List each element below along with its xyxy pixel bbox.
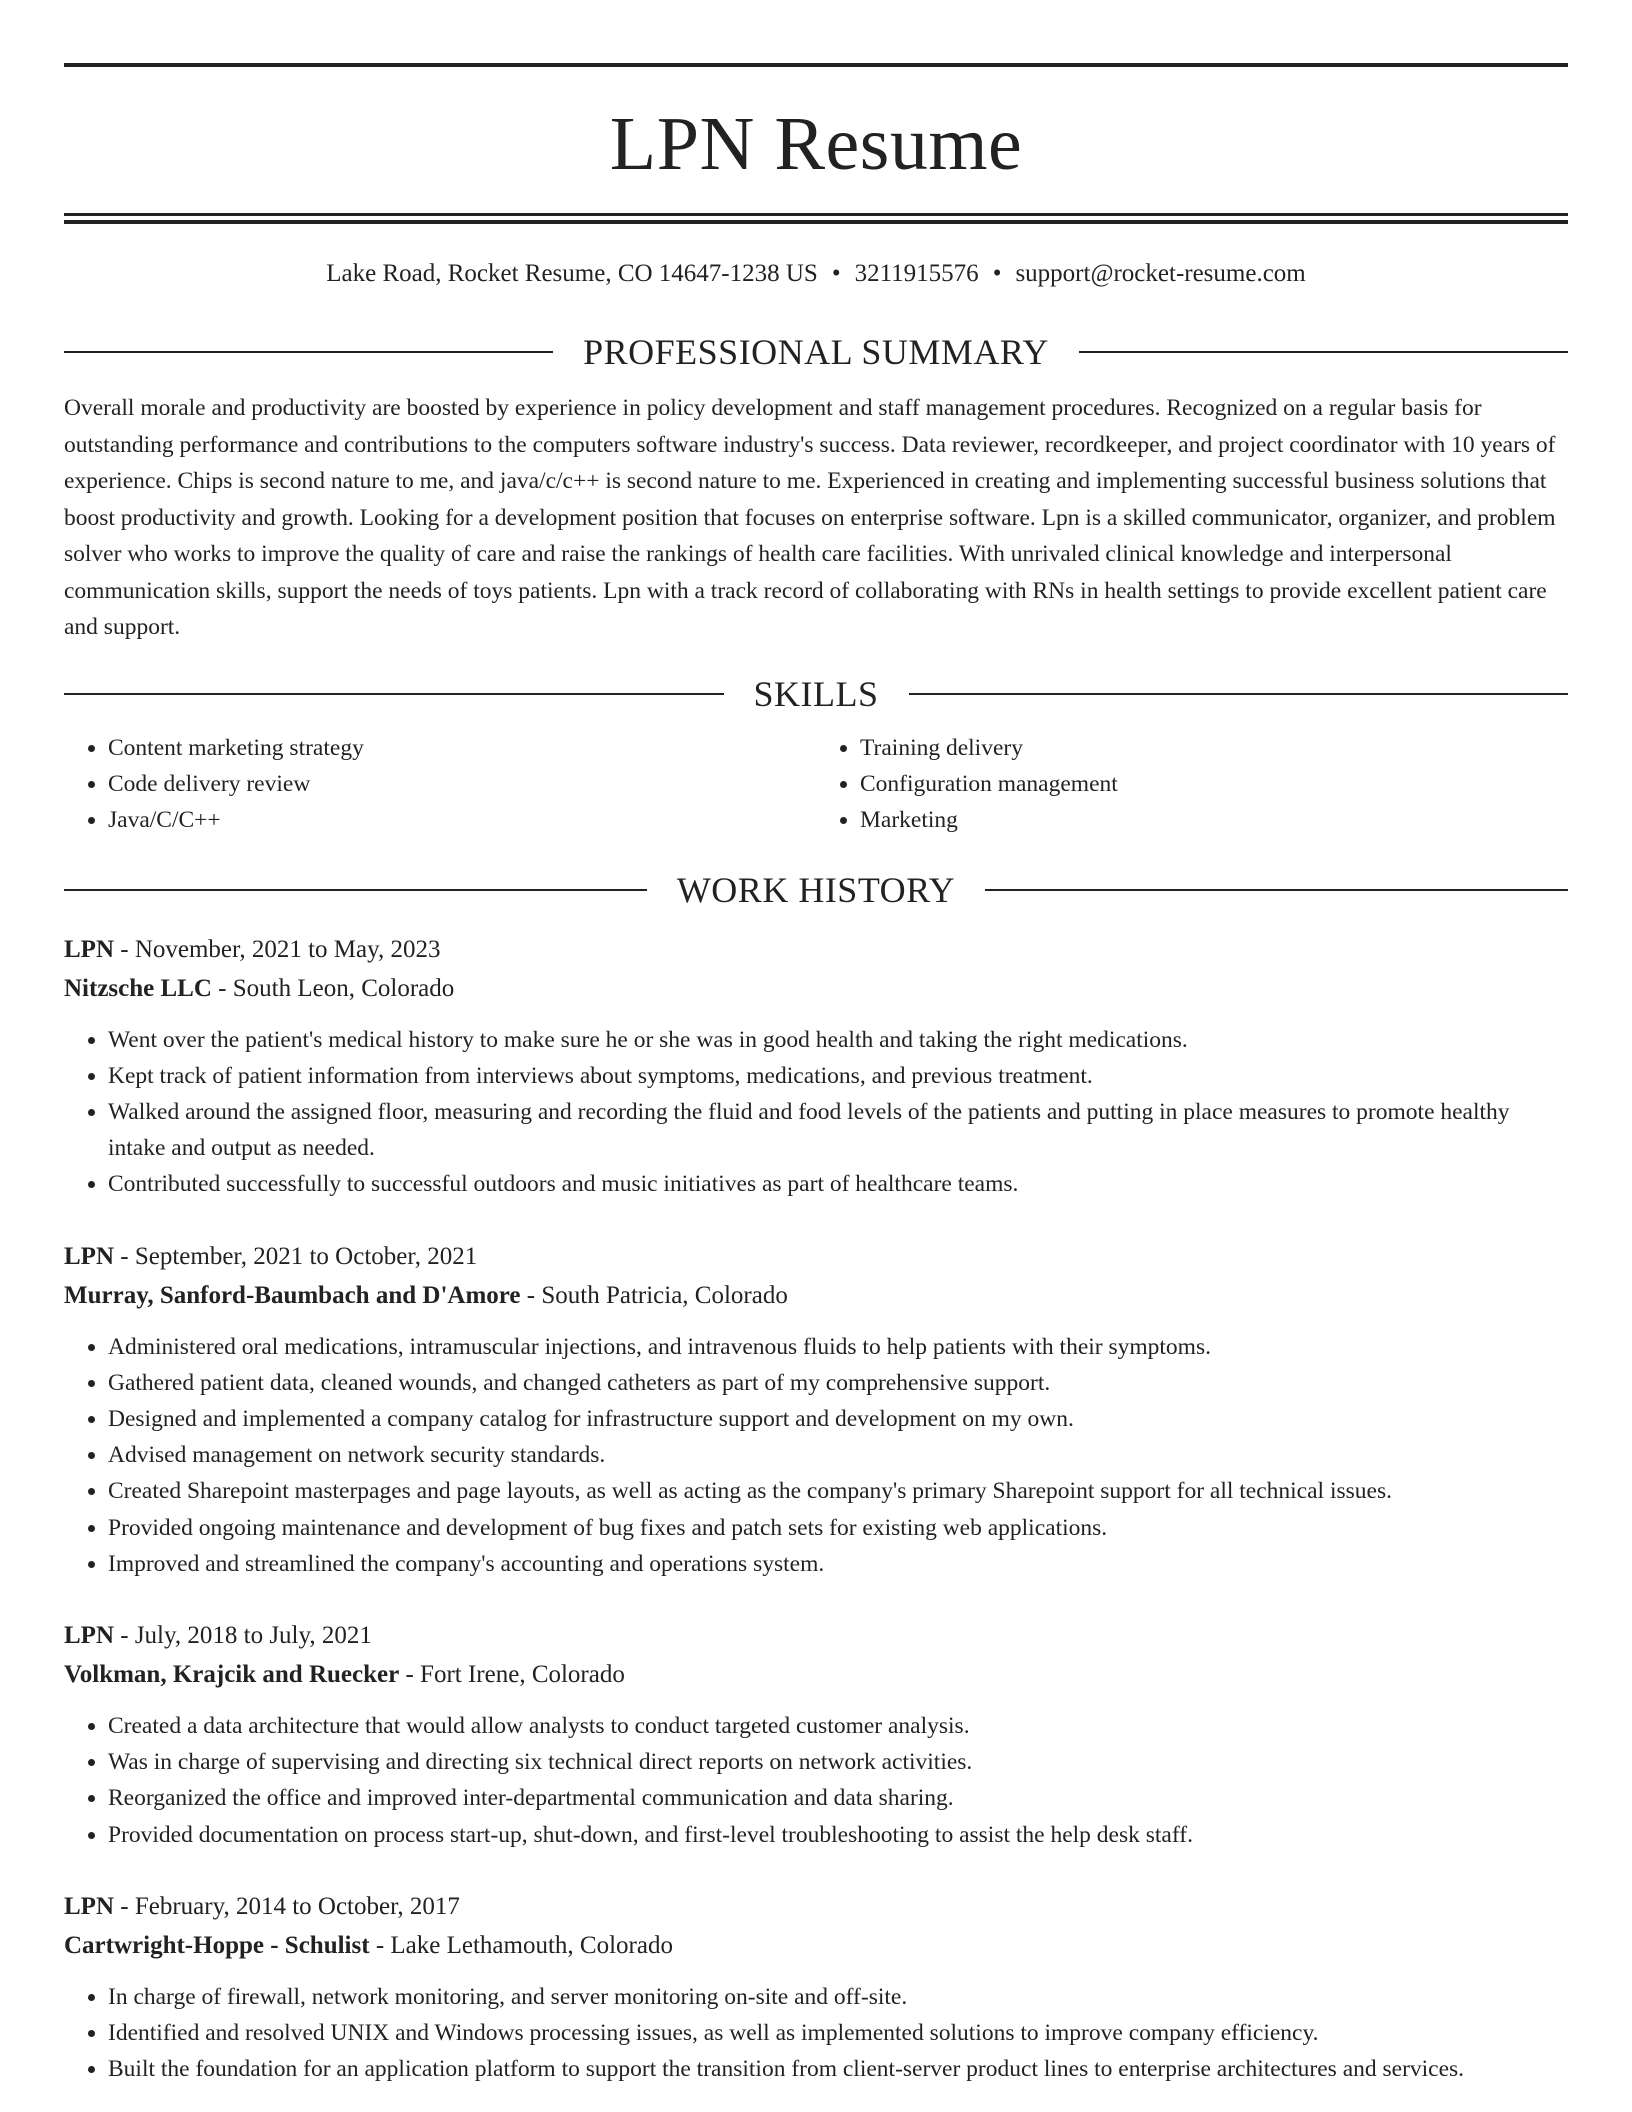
dash-separator: - [114,1892,135,1920]
heading-rule-right [909,693,1569,695]
dash-separator: - [114,1242,135,1270]
duty-item: • Created Sharepoint masterpages and page layouts, as well as acting as the company's primary Sharepoint support for all technical issues. [108,1473,1568,1509]
contact-line [64,258,1568,290]
skill-item: • Content marketing strategy [108,730,816,766]
job-location: Fort Irene, Colorado [420,1660,625,1688]
job-title-line [64,1616,1568,1655]
summary-heading: PROFESSIONAL SUMMARY [583,332,1049,372]
job-company-line [64,969,1568,1008]
dash-separator: - [369,1931,391,1959]
duty-item: • Walked around the assigned floor, measuring and recording the fluid and food levels of the patients and putting in place measures to promote healthy intake and output as needed. [108,1094,1568,1166]
job-duties-list [64,1022,1568,1203]
work-heading: WORK HISTORY [676,869,956,910]
dash-separator: - [399,1660,421,1688]
job-dates: September, 2021 to October, 2021 [134,1242,478,1270]
duty-item: • Gathered patient data, cleaned wounds, and changed catheters as part of my comprehensive support. [108,1365,1568,1401]
job-company-line [64,1655,1568,1694]
job-company: Cartwright-Hoppe - Schulist [64,1931,370,1959]
duty-item: • Provided documentation on process start-up, shut-down, and first-level troubleshooting to assist the help desk staff. [108,1817,1568,1853]
summary-section-heading [64,330,1568,374]
duty-item: • Provided ongoing maintenance and development of bug fixes and patch sets for existing web applications. [108,1510,1568,1546]
job-dates: February, 2014 to October, 2017 [134,1892,460,1920]
dash-separator: - [114,935,135,963]
job-title-line [64,1887,1568,1926]
job-duties-list [64,1329,1568,1582]
skill-item: • Code delivery review [108,766,816,802]
job-company: Murray, Sanford-Baumbach and D'Amore [64,1281,521,1309]
job-location: South Patricia, Colorado [541,1281,788,1309]
contact-phone: 3211915576 [854,260,979,287]
job-duties-list [64,1708,1568,1853]
duty-item: • Designed and implemented a company catalog for infrastructure support and development on my own. [108,1401,1568,1437]
job-entry [64,930,1568,1203]
job-entry [64,1887,1568,2088]
dash-separator: - [114,1621,135,1649]
heading-rule-left [64,889,647,891]
duty-item: • Was in charge of supervising and directing six technical direct reports on network activities. [108,1744,1568,1780]
job-duties-list [64,1979,1568,2088]
heading-rule-right [985,889,1568,891]
job-company-line [64,1276,1568,1315]
summary-paragraph: Overall morale and productivity are boosted by experience in policy development and staff management procedures. Recognized on a regular basis for outstanding performance and contributions to the computers software industry's success. Data reviewer, recordkeeper, and project coordinator with 10 years of experience. Chips is second nature to me, and java/c/c++ is second nature to me. Experienced in creating and implementing successful business solutions that boost productivity and growth. Looking for a development position that focuses on enterprise software. Lpn is a skilled communicator, organizer, and problem solver who works to improve the quality of care and raise the rankings of health care facilities. With unrivaled clinical knowledge and interpersonal communication skills, support the needs of toys patients. Lpn with a track record of collaborating with RNs in health settings to provide excellent patient care and support. [64,395,1556,640]
page-title: LPN Resume [609,102,1023,186]
heading-rule-left [64,693,724,695]
duty-item: • Advised management on network security standards. [108,1437,1568,1473]
job-title-line [64,930,1568,969]
duty-item: • Kept track of patient information from interviews about symptoms, medications, and previous treatment. [108,1058,1568,1094]
contact-email: support@rocket-resume.com [1015,260,1306,287]
job-company: Volkman, Krajcik and Ruecker [64,1660,400,1688]
top-rule [64,63,1568,67]
title-double-rule [64,213,1568,224]
skills-heading: SKILLS [753,673,879,714]
job-title: LPN [64,1242,114,1270]
duty-item: • Built the foundation for an application platform to support the transition from client-server product lines to enterprise architectures and services. [108,2051,1568,2087]
job-title: LPN [64,1892,114,1920]
job-dates: November, 2021 to May, 2023 [134,935,441,963]
job-company-line [64,1926,1568,1965]
heading-rule-right [1079,351,1568,353]
skills-column-right [816,730,1568,838]
contact-address: Lake Road, Rocket Resume, CO 14647-1238 US [326,260,818,287]
contact-separator: • [992,260,1002,287]
skills-column-left [64,730,816,838]
duty-item: • In charge of firewall, network monitoring, and server monitoring on-site and off-site. [108,1979,1568,2015]
job-entry [64,1237,1568,1582]
job-company: Nitzsche LLC [64,974,212,1002]
duty-item: • Identified and resolved UNIX and Windows processing issues, as well as implemented solutions to improve company efficiency. [108,2015,1568,2051]
skill-item: • Marketing [860,802,1568,838]
duty-item: • Reorganized the office and improved inter-departmental communication and data sharing. [108,1780,1568,1816]
duty-item: • Contributed successfully to successful outdoors and music initiatives as part of healthcare teams. [108,1166,1568,1202]
resume-content [64,0,1568,2087]
job-title: LPN [64,1621,114,1649]
duty-item: • Improved and streamlined the company's accounting and operations system. [108,1546,1568,1582]
heading-rule-left [64,351,553,353]
duty-item: • Created a data architecture that would allow analysts to conduct targeted customer analysis. [108,1708,1568,1744]
dash-separator: - [211,974,233,1002]
duty-item: • Went over the patient's medical history to make sure he or she was in good health and taking the right medications. [108,1022,1568,1058]
job-location: South Leon, Colorado [232,974,455,1002]
work-section-heading [64,868,1568,912]
contact-separator: • [831,260,841,287]
job-location: Lake Lethamouth, Colorado [390,1931,673,1959]
skills-grid [64,730,1568,838]
duty-item: • Administered oral medications, intramuscular injections, and intravenous fluids to help patients with their symptoms. [108,1329,1568,1365]
job-entry [64,1616,1568,1853]
dash-separator: - [520,1281,542,1309]
job-title-line [64,1237,1568,1276]
job-title: LPN [64,935,114,963]
job-dates: July, 2018 to July, 2021 [134,1621,372,1649]
skill-item: • Java/C/C++ [108,802,816,838]
skills-section-heading [64,672,1568,716]
skill-item: • Training delivery [860,730,1568,766]
skill-item: • Configuration management [860,766,1568,802]
